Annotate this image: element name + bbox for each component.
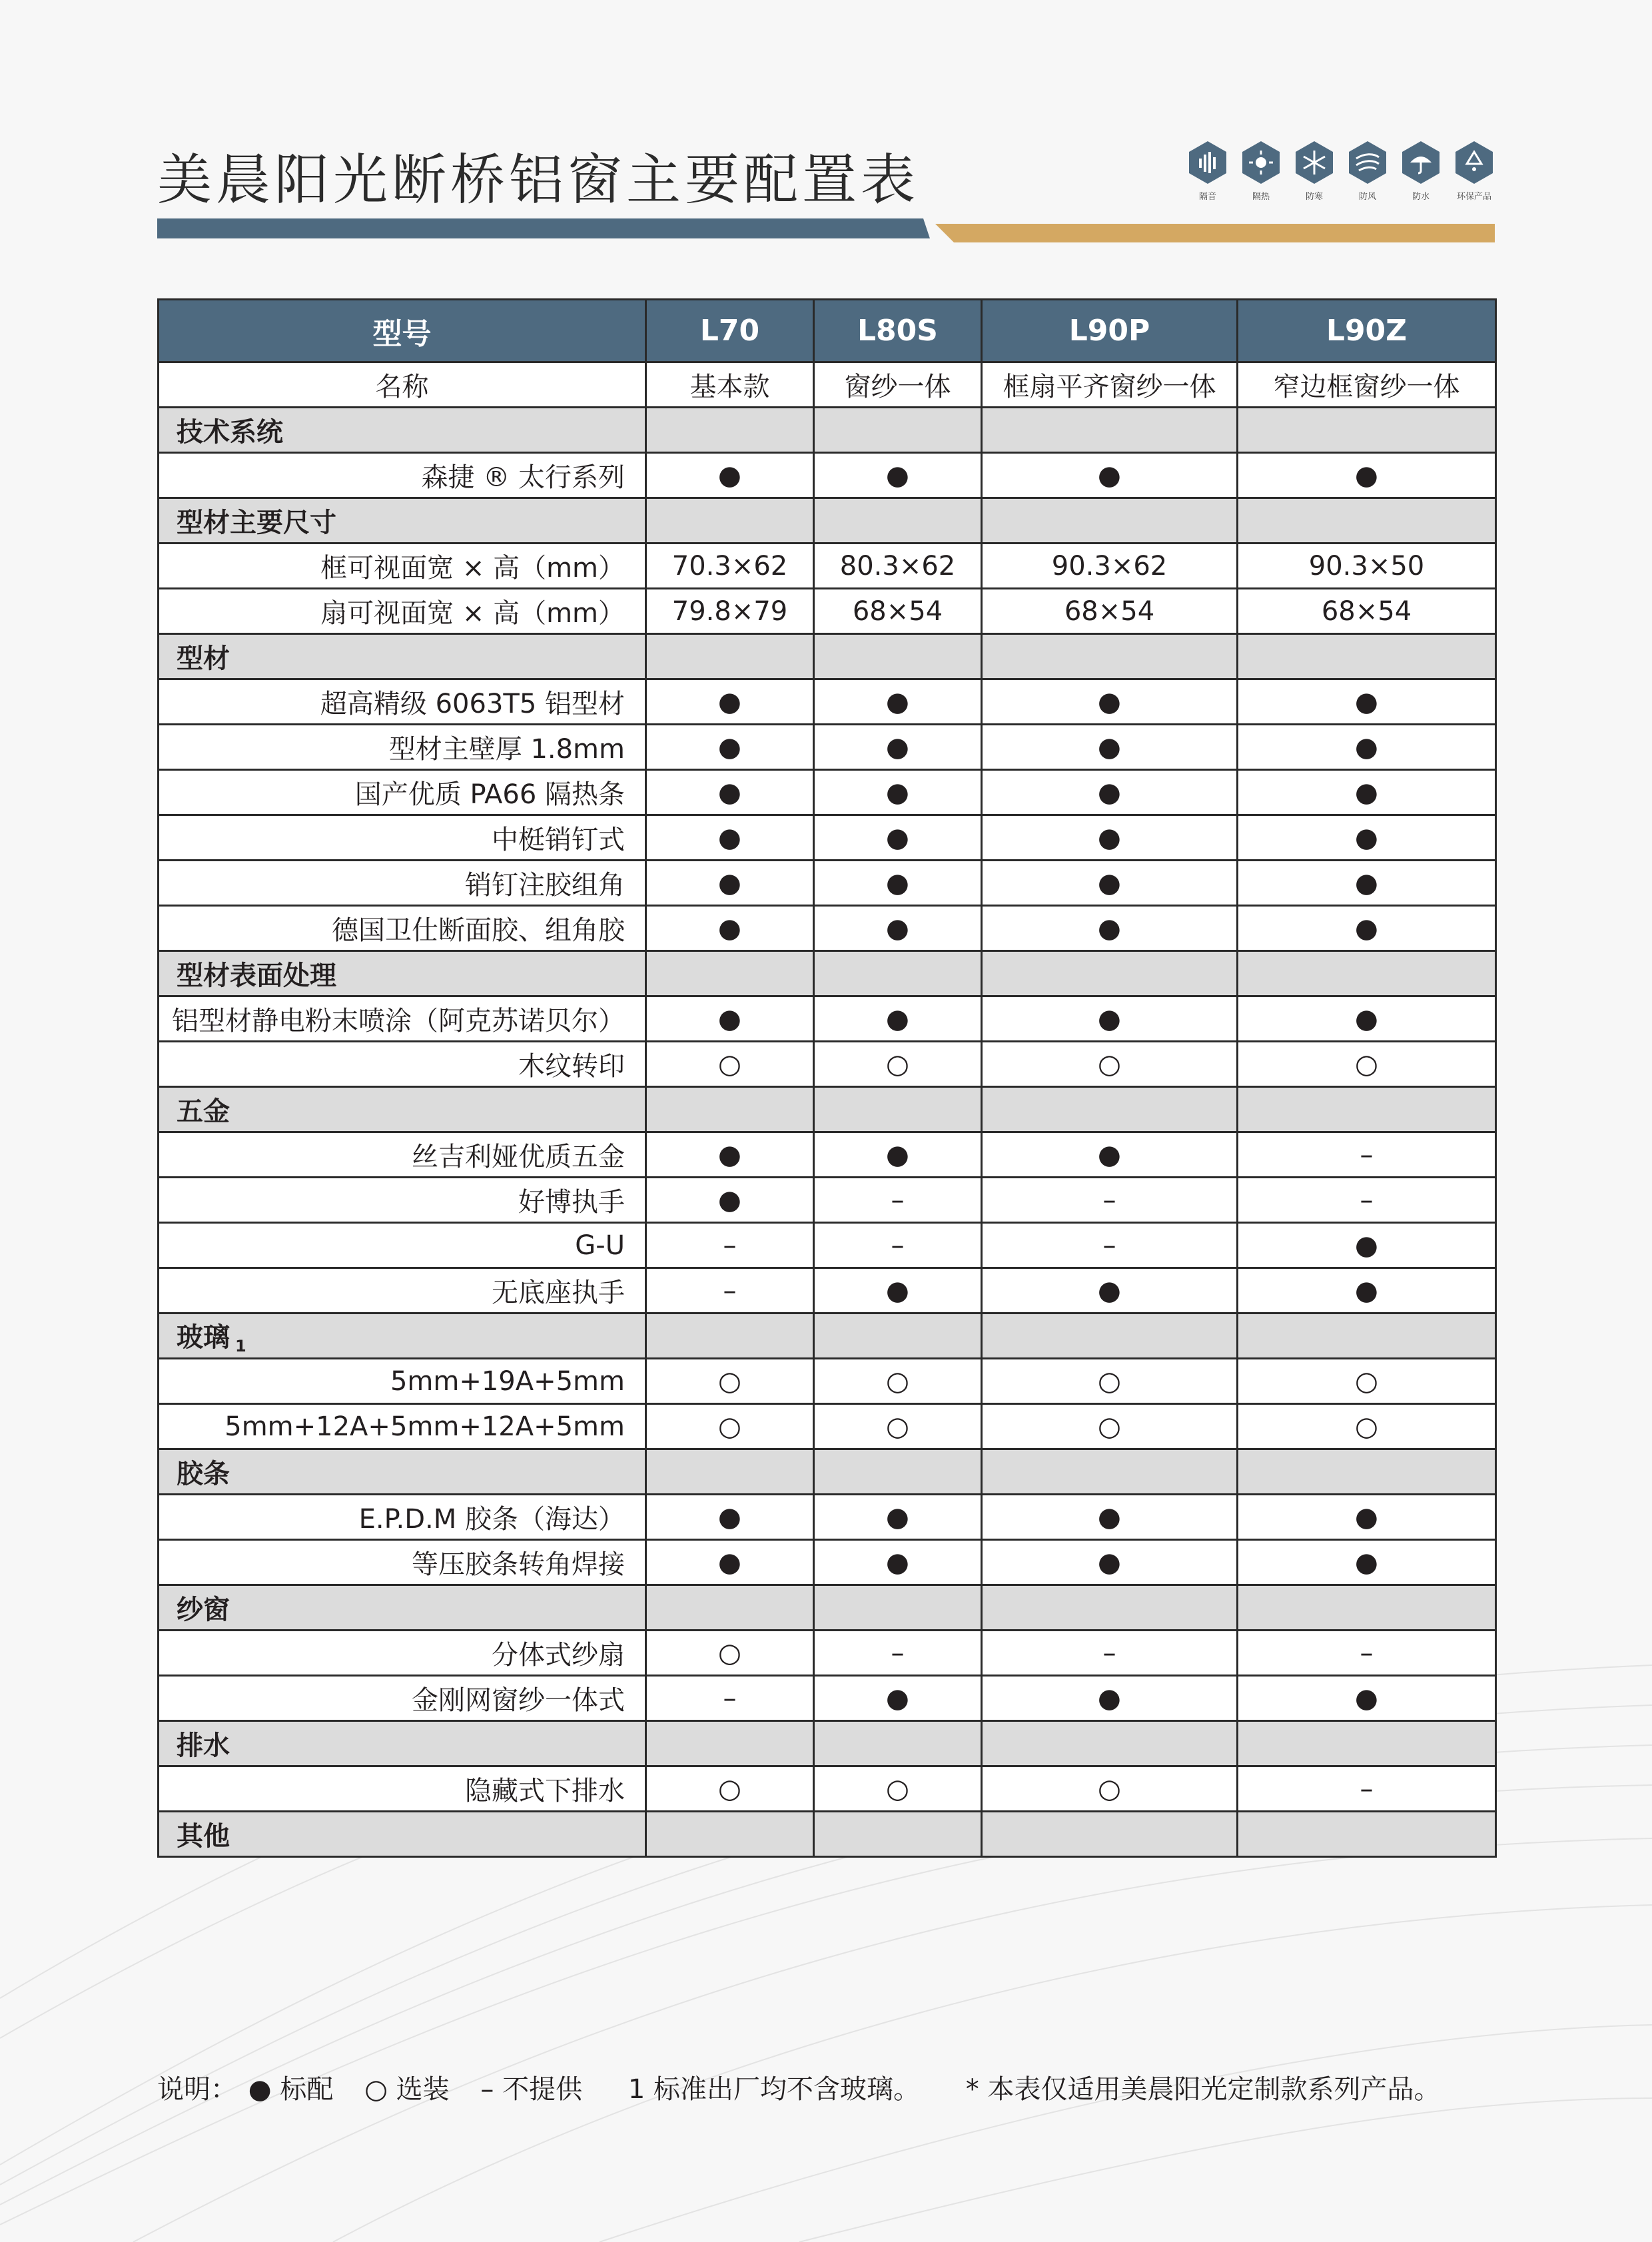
section-empty-cell [982, 1721, 1238, 1766]
section-empty-cell [1238, 634, 1496, 679]
feature-value-cell: ● [814, 770, 982, 815]
feature-value-cell: ● [646, 725, 814, 770]
section-empty-cell [646, 1812, 814, 1857]
section-empty-cell [1238, 498, 1496, 544]
feature-label: 扇可视面宽 × 高（mm） [159, 589, 646, 634]
feature-value-cell: ● [646, 679, 814, 725]
section-label [159, 951, 646, 996]
feature-value-cell: ● [1238, 1495, 1496, 1540]
feature-value-cell: – [1238, 1631, 1496, 1676]
section-label-text: 排水 [177, 1730, 230, 1761]
section-empty-cell [646, 634, 814, 679]
feature-value-cell: ● [1238, 679, 1496, 725]
feature-value-cell: 90.3×62 [982, 544, 1238, 589]
section-empty-cell [646, 1313, 814, 1359]
legend-standard: ● 标配 [248, 2074, 334, 2105]
section-label-text: 五金 [177, 1096, 230, 1127]
name-cell: 窗纱一体 [814, 362, 982, 408]
name-row [159, 362, 1496, 408]
feature-label: E.P.D.M 胶条（海达） [159, 1495, 646, 1540]
feature-value-cell: ● [982, 815, 1238, 861]
feature-value-cell: ○ [982, 1359, 1238, 1404]
section-label [159, 1721, 646, 1766]
feature-badges [1186, 140, 1496, 202]
section-row [159, 951, 1496, 996]
table-row [159, 1676, 1496, 1721]
feature-label: G-U [159, 1223, 646, 1268]
feature-label: 丝吉利娅优质五金 [159, 1132, 646, 1178]
legend-none: – 不提供 [480, 2074, 583, 2105]
section-row [159, 1087, 1496, 1132]
feature-value-cell: ○ [814, 1766, 982, 1812]
feature-value-cell: ○ [1238, 1404, 1496, 1449]
table-row [159, 1223, 1496, 1268]
feature-label: 中梃销钉式 [159, 815, 646, 861]
table-row [159, 770, 1496, 815]
feature-value-cell: ● [646, 1178, 814, 1223]
section-label-text: 其他 [177, 1821, 230, 1852]
section-empty-cell [814, 1721, 982, 1766]
feature-value-cell: ● [1238, 1268, 1496, 1313]
section-row [159, 1812, 1496, 1857]
feature-value-cell: ● [814, 996, 982, 1042]
name-label: 名称 [159, 362, 646, 408]
feature-value-cell: ● [1238, 725, 1496, 770]
feature-value-cell: ● [982, 1132, 1238, 1178]
section-empty-cell [646, 1449, 814, 1495]
feature-label: 好博执手 [159, 1178, 646, 1223]
table-row [159, 1540, 1496, 1585]
section-label-text: 胶条 [177, 1459, 230, 1489]
legend-intro: 说明： [157, 2074, 237, 2105]
section-label [159, 1812, 646, 1857]
feature-value-cell: ● [646, 1540, 814, 1585]
feature-value-cell: – [1238, 1178, 1496, 1223]
feature-value-cell: ● [814, 725, 982, 770]
feature-value-cell: ● [982, 725, 1238, 770]
section-empty-cell [1238, 951, 1496, 996]
feature-label: 分体式纱扇 [159, 1631, 646, 1676]
badge-sound-insulation: 隔音 [1186, 140, 1230, 202]
feature-value-cell: ● [1238, 770, 1496, 815]
section-empty-cell [646, 1585, 814, 1631]
badge-cold-protection: 防寒 [1292, 140, 1336, 202]
feature-value-cell: ● [814, 1540, 982, 1585]
feature-value-cell: ● [814, 679, 982, 725]
feature-label: 等压胶条转角焊接 [159, 1540, 646, 1585]
feature-value-cell: ○ [646, 1042, 814, 1087]
table-body [159, 362, 1496, 1857]
legend-note-scope: * 本表仅适用美晨阳光定制款系列产品。 [965, 2074, 1441, 2105]
badge-heat-insulation: 隔热 [1239, 140, 1283, 202]
section-empty-cell [814, 1313, 982, 1359]
section-empty-cell [814, 408, 982, 453]
feature-value-cell: 68×54 [814, 589, 982, 634]
section-footnote-marker: 1 [235, 1337, 246, 1355]
section-empty-cell [1238, 1313, 1496, 1359]
section-label-text: 型材主要尺寸 [177, 508, 336, 538]
section-empty-cell [646, 498, 814, 544]
feature-value-cell: ● [814, 453, 982, 498]
feature-value-cell: ● [1238, 453, 1496, 498]
section-empty-cell [646, 408, 814, 453]
feature-value-cell: ● [1238, 906, 1496, 951]
feature-value-cell: ● [1238, 815, 1496, 861]
feature-value-cell: ● [646, 861, 814, 906]
feature-value-cell: ○ [814, 1404, 982, 1449]
section-empty-cell [814, 1812, 982, 1857]
feature-label: 无底座执手 [159, 1268, 646, 1313]
feature-value-cell: ● [1238, 996, 1496, 1042]
section-label [159, 1313, 646, 1359]
table-row [159, 453, 1496, 498]
feature-value-cell: ○ [814, 1042, 982, 1087]
header-l90p: L90P [982, 300, 1238, 362]
umbrella-icon [1400, 140, 1442, 185]
feature-value-cell: ● [814, 1268, 982, 1313]
feature-value-cell: ● [982, 679, 1238, 725]
section-empty-cell [1238, 408, 1496, 453]
table-row [159, 861, 1496, 906]
feature-value-cell: ● [646, 815, 814, 861]
section-empty-cell [982, 1087, 1238, 1132]
table-row [159, 1404, 1496, 1449]
feature-label: 销钉注胶组角 [159, 861, 646, 906]
section-empty-cell [1238, 1087, 1496, 1132]
feature-value-cell: 90.3×50 [1238, 544, 1496, 589]
feature-value-cell: ○ [1238, 1042, 1496, 1087]
feature-label: 5mm+12A+5mm+12A+5mm [159, 1404, 646, 1449]
header-model: 型号 [159, 300, 646, 362]
section-empty-cell [982, 498, 1238, 544]
badge-eco-product: 环保产品 [1452, 140, 1496, 202]
section-empty-cell [646, 1721, 814, 1766]
name-cell: 框扇平齐窗纱一体 [982, 362, 1238, 408]
table-row [159, 1766, 1496, 1812]
legend [157, 2068, 1440, 2106]
feature-value-cell: ○ [646, 1631, 814, 1676]
section-empty-cell [982, 634, 1238, 679]
feature-value-cell: – [814, 1631, 982, 1676]
header-l90z: L90Z [1238, 300, 1496, 362]
feature-label: 超高精级 6063T5 铝型材 [159, 679, 646, 725]
table-row [159, 996, 1496, 1042]
feature-label: 隐藏式下排水 [159, 1766, 646, 1812]
feature-value-cell: 70.3×62 [646, 544, 814, 589]
table-row [159, 815, 1496, 861]
table-row [159, 725, 1496, 770]
section-empty-cell [646, 951, 814, 996]
feature-value-cell: 79.8×79 [646, 589, 814, 634]
feature-value-cell: – [982, 1631, 1238, 1676]
feature-value-cell: – [646, 1223, 814, 1268]
feature-value-cell: ○ [646, 1766, 814, 1812]
feature-value-cell: ● [814, 815, 982, 861]
section-empty-cell [982, 1313, 1238, 1359]
table-header-row [159, 300, 1496, 362]
feature-value-cell: ● [1238, 1540, 1496, 1585]
feature-label: 5mm+19A+5mm [159, 1359, 646, 1404]
section-row [159, 1721, 1496, 1766]
table-row [159, 1631, 1496, 1676]
table-row [159, 544, 1496, 589]
name-cell: 窄边框窗纱一体 [1238, 362, 1496, 408]
feature-value-cell: – [814, 1178, 982, 1223]
header-l70: L70 [646, 300, 814, 362]
section-empty-cell [814, 498, 982, 544]
table-row [159, 1042, 1496, 1087]
section-row [159, 498, 1496, 544]
legend-note-glass: 1 标准出厂均不含玻璃。 [627, 2074, 921, 2105]
feature-label: 铝型材静电粉末喷涂（阿克苏诺贝尔） [159, 996, 646, 1042]
feature-value-cell: ● [1238, 1676, 1496, 1721]
table-row [159, 1268, 1496, 1313]
feature-value-cell: ○ [814, 1359, 982, 1404]
feature-value-cell: ● [814, 1495, 982, 1540]
badge-wind-protection: 防风 [1346, 140, 1390, 202]
page-title: 美晨阳光断桥铝窗主要配置表 [157, 149, 920, 212]
snowflake-icon [1294, 140, 1335, 185]
section-label [159, 498, 646, 544]
feature-value-cell: ● [982, 861, 1238, 906]
recycle-icon [1453, 140, 1495, 185]
feature-label: 金刚网窗纱一体式 [159, 1676, 646, 1721]
section-empty-cell [982, 408, 1238, 453]
feature-value-cell: ● [646, 453, 814, 498]
section-empty-cell [814, 634, 982, 679]
section-label-text: 玻璃 [177, 1322, 230, 1353]
feature-value-cell: ● [814, 906, 982, 951]
feature-value-cell: ● [646, 906, 814, 951]
section-empty-cell [982, 1585, 1238, 1631]
feature-label: 德国卫仕断面胶、组角胶 [159, 906, 646, 951]
section-row [159, 634, 1496, 679]
feature-label: 木纹转印 [159, 1042, 646, 1087]
section-row [159, 1449, 1496, 1495]
section-empty-cell [1238, 1585, 1496, 1631]
section-label-text: 型材 [177, 643, 230, 674]
legend-optional: ○ 选装 [364, 2074, 450, 2105]
feature-value-cell: ● [646, 1495, 814, 1540]
section-empty-cell [1238, 1449, 1496, 1495]
section-label [159, 408, 646, 453]
section-empty-cell [982, 951, 1238, 996]
section-label [159, 634, 646, 679]
table-row [159, 1495, 1496, 1540]
table-row [159, 589, 1496, 634]
feature-label: 框可视面宽 × 高（mm） [159, 544, 646, 589]
feature-value-cell: ● [982, 906, 1238, 951]
section-label-text: 型材表面处理 [177, 960, 336, 991]
section-label [159, 1087, 646, 1132]
table-row [159, 1178, 1496, 1223]
section-label-text: 技术系统 [177, 417, 283, 448]
name-cell: 基本款 [646, 362, 814, 408]
section-label-text: 纱窗 [177, 1595, 230, 1625]
section-label [159, 1449, 646, 1495]
feature-value-cell: ● [814, 861, 982, 906]
table-row [159, 679, 1496, 725]
section-empty-cell [1238, 1721, 1496, 1766]
section-empty-cell [814, 1585, 982, 1631]
feature-value-cell: 68×54 [982, 589, 1238, 634]
config-table [157, 298, 1497, 1858]
feature-value-cell: ● [646, 770, 814, 815]
heat-insulation-icon [1240, 140, 1282, 185]
feature-value-cell: – [646, 1676, 814, 1721]
feature-value-cell: ○ [982, 1042, 1238, 1087]
table-row [159, 1359, 1496, 1404]
feature-value-cell: ● [982, 1676, 1238, 1721]
section-empty-cell [814, 951, 982, 996]
title-underline-decoration [157, 218, 1496, 242]
feature-value-cell: ○ [646, 1404, 814, 1449]
feature-value-cell: – [982, 1223, 1238, 1268]
feature-value-cell: ● [814, 1676, 982, 1721]
feature-value-cell: ● [982, 996, 1238, 1042]
feature-value-cell: ● [982, 1540, 1238, 1585]
feature-label: 型材主壁厚 1.8mm [159, 725, 646, 770]
section-row [159, 408, 1496, 453]
feature-value-cell: ● [646, 1132, 814, 1178]
table-row [159, 906, 1496, 951]
sound-insulation-icon [1187, 140, 1228, 185]
feature-value-cell: – [646, 1268, 814, 1313]
feature-value-cell: ○ [982, 1404, 1238, 1449]
section-empty-cell [982, 1812, 1238, 1857]
feature-value-cell: ○ [1238, 1359, 1496, 1404]
feature-value-cell: ● [982, 1268, 1238, 1313]
section-row [159, 1313, 1496, 1359]
section-empty-cell [646, 1087, 814, 1132]
feature-value-cell: – [1238, 1132, 1496, 1178]
feature-value-cell: ● [982, 770, 1238, 815]
section-empty-cell [982, 1449, 1238, 1495]
feature-value-cell: ● [1238, 861, 1496, 906]
feature-value-cell: ○ [982, 1766, 1238, 1812]
feature-label: 森捷 ® 太行系列 [159, 453, 646, 498]
badge-waterproof: 防水 [1399, 140, 1443, 202]
feature-value-cell: ● [814, 1132, 982, 1178]
table-row [159, 1132, 1496, 1178]
feature-label: 国产优质 PA66 隔热条 [159, 770, 646, 815]
section-empty-cell [814, 1449, 982, 1495]
feature-value-cell: – [982, 1178, 1238, 1223]
feature-value-cell: ○ [646, 1359, 814, 1404]
feature-value-cell: 68×54 [1238, 589, 1496, 634]
feature-value-cell: – [1238, 1766, 1496, 1812]
feature-value-cell: – [814, 1223, 982, 1268]
header-l80s: L80S [814, 300, 982, 362]
feature-value-cell: ● [982, 1495, 1238, 1540]
feature-value-cell: ● [1238, 1223, 1496, 1268]
section-row [159, 1585, 1496, 1631]
feature-value-cell: ● [646, 996, 814, 1042]
wind-icon [1347, 140, 1388, 185]
section-label [159, 1585, 646, 1631]
feature-value-cell: 80.3×62 [814, 544, 982, 589]
feature-value-cell: ● [982, 453, 1238, 498]
section-empty-cell [814, 1087, 982, 1132]
section-empty-cell [1238, 1812, 1496, 1857]
